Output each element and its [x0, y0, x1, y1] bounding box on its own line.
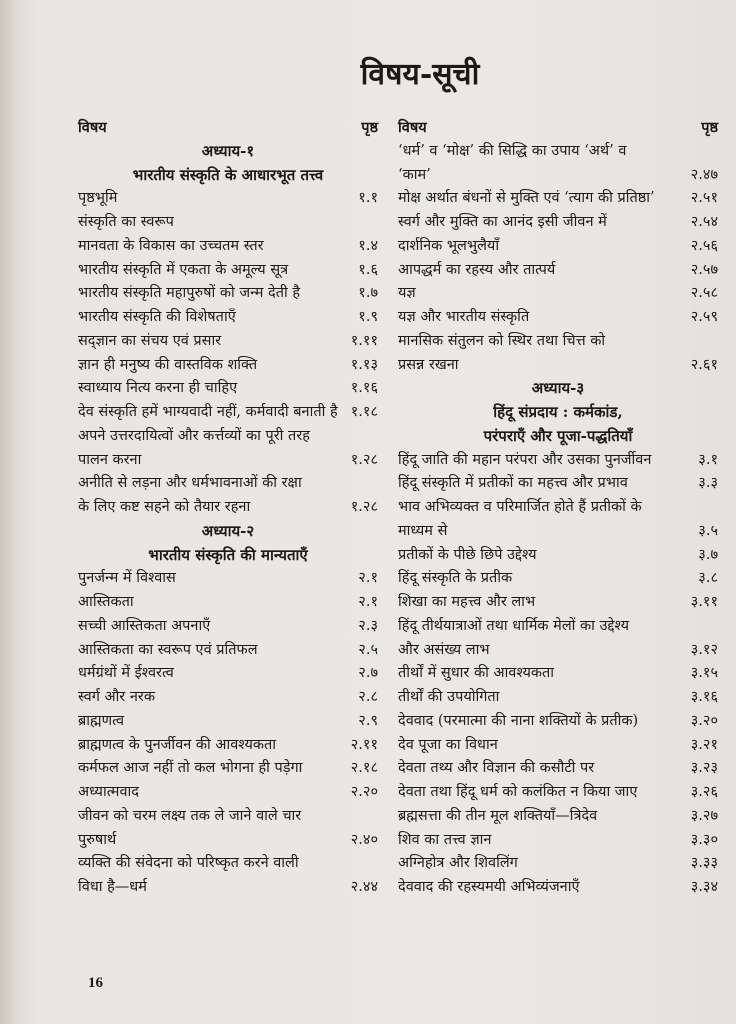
toc-entry-line [398, 615, 718, 639]
entry-text: तीर्थों की उपयोगिता [398, 689, 500, 705]
toc-entry [78, 734, 378, 758]
toc-entry [398, 211, 718, 235]
entry-page: २.४४ [350, 879, 378, 895]
toc-column-right [398, 116, 718, 900]
entry-text: हिंदू संस्कृति के प्रतीक [398, 570, 513, 587]
toc-entry-line [398, 686, 718, 710]
entry-text: स्वर्ग और नरक [78, 689, 155, 705]
toc-entry-line [398, 354, 718, 378]
toc-entry [398, 140, 718, 188]
toc-entry-line [398, 781, 718, 805]
toc-entry [78, 662, 378, 686]
entry-page: ३.३ [698, 475, 718, 492]
toc-entry-line [78, 852, 378, 876]
toc-entry [78, 757, 378, 781]
column-header [78, 116, 378, 140]
toc-entry [78, 686, 378, 710]
entry-text: आस्तिकता [78, 594, 134, 610]
toc-entry-line [398, 211, 718, 235]
toc-entry [398, 852, 718, 876]
toc-entry-line [398, 710, 718, 734]
entry-text: यज्ञ [398, 285, 416, 302]
toc-entry [398, 330, 718, 378]
toc-entry-line [78, 259, 378, 283]
entry-text: मानसिक संतुलन को स्थिर तथा चित्त को [398, 332, 606, 349]
toc-entry-line [78, 757, 378, 781]
entry-text: विधा है—धर्म [78, 879, 147, 895]
toc-entry-line [398, 449, 718, 473]
toc-entry-line [78, 876, 378, 900]
entry-text: यज्ञ और भारतीय संस्कृति [398, 309, 530, 325]
entry-text: आपद्धर्म का रहस्य और तात्पर्य [398, 261, 556, 278]
toc-entry-line [78, 591, 378, 615]
toc-column-left [78, 116, 378, 900]
entry-page: २.६१ [690, 356, 718, 373]
entry-page: २.८ [358, 689, 378, 705]
entry-text: हिंदू जाति की महान परंपरा और उसका पुनर्जीवन [398, 451, 652, 468]
entry-page: २.१ [358, 594, 378, 610]
entry-page: ३.१६ [690, 689, 718, 705]
entry-text: अग्निहोत्र और शिवलिंग [398, 855, 518, 872]
entry-page: २.५६ [690, 237, 718, 254]
toc-entry-line [398, 520, 718, 544]
entry-page: २.४७ [690, 166, 718, 183]
toc-entry [78, 330, 378, 354]
toc-entry [398, 306, 718, 330]
toc-entry-line [78, 235, 378, 259]
entry-text: और असंख्य लाभ [398, 641, 490, 658]
toc-entry-line [398, 734, 718, 758]
toc-entry [78, 377, 378, 401]
toc-entry [78, 639, 378, 663]
toc-entry-line [78, 425, 378, 449]
toc-entry-line [398, 591, 718, 615]
toc-entry-line [398, 164, 718, 188]
toc-entry-line [398, 829, 718, 853]
entry-text: प्रतीकों के पीछे छिपे उद्देश्य [398, 546, 537, 563]
toc-entry [398, 781, 718, 805]
entry-page: २.१ [358, 570, 378, 587]
toc-entry [78, 472, 378, 520]
entry-page: ३.३३ [690, 855, 718, 872]
entry-text: देवता तथ्य और विज्ञान की कसौटी पर [398, 760, 595, 777]
entry-page: ३.२७ [690, 807, 718, 824]
entry-text: सच्ची आस्तिकता अपनाएँ [78, 617, 211, 634]
entry-page: १.१ [358, 190, 378, 207]
toc-entry [398, 876, 718, 900]
toc-entry-line [398, 496, 718, 520]
entry-page: ३.७ [698, 546, 718, 563]
entry-page: २.४० [350, 831, 378, 848]
chapter-heading: अध्याय-१ [201, 141, 255, 160]
entry-page: १.१३ [350, 356, 378, 373]
entry-text: शिखा का महत्त्व और लाभ [398, 594, 536, 610]
chapter-heading: अध्याय-२ [201, 521, 255, 540]
entry-page: ३.३० [690, 831, 718, 848]
entry-text: ब्राह्मणत्व [78, 712, 125, 729]
entry-text: अपने उत्तरदायित्वों और कर्त्तव्यों का पूरी तरह [78, 427, 310, 444]
toc-entry-line [78, 734, 378, 758]
entry-text: मानवता के विकास का उच्चतम स्तर [78, 237, 264, 254]
entry-text: ब्रह्मसत्ता की तीन मूल शक्तियाँ—त्रिदेव [398, 807, 598, 824]
toc-entry [398, 615, 718, 663]
toc-entry-line [398, 876, 718, 900]
toc-entry-line [78, 472, 378, 496]
entry-page: २.२० [350, 784, 378, 800]
toc-entry [78, 805, 378, 853]
toc-entry [78, 235, 378, 259]
toc-entry [398, 282, 718, 306]
chapter-heading: अध्याय-३ [531, 379, 585, 398]
toc-entry [78, 852, 378, 900]
entry-text: प्रसन्न रखना [398, 356, 459, 373]
toc-entry-line [78, 686, 378, 710]
entry-page: १.११ [350, 332, 378, 349]
toc-entry [78, 354, 378, 378]
entry-text: देववाद की रहस्यमयी अभिव्यंजनाएँ [398, 879, 580, 895]
entry-page: २.१८ [350, 760, 378, 777]
entry-text: भाव अभिव्यक्त व परिमार्जित होते हैं प्रतीकों के [398, 499, 642, 515]
entry-page: ३.८ [698, 570, 718, 587]
toc-entry-line [398, 805, 718, 829]
entry-page: १.६ [358, 261, 378, 278]
entry-text: कर्मफल आज नहीं तो कल भोगना ही पड़ेगा [78, 760, 303, 777]
toc-entry-line [398, 472, 718, 496]
toc-entry-line [398, 235, 718, 259]
toc-entry-line [78, 615, 378, 639]
toc-entry [78, 591, 378, 615]
toc-entry-line [78, 330, 378, 354]
toc-entry [398, 829, 718, 853]
toc-entry [398, 805, 718, 829]
toc-entry [398, 567, 718, 591]
toc-entry [78, 710, 378, 734]
entry-text: संस्कृति का स्वरूप [78, 214, 174, 230]
entry-page: २.९ [358, 712, 378, 729]
toc-entry-line [78, 567, 378, 591]
toc-entry-line [78, 710, 378, 734]
entry-text: दार्शनिक भूलभुलैयाँ [398, 237, 500, 254]
entry-text: देववाद (परमात्मा की नाना शक्तियों के प्रतीक) [398, 712, 639, 729]
toc-entry [78, 187, 378, 211]
entry-text: अनीति से लड़ना और धर्मभावनाओं की रक्षा [78, 475, 302, 492]
toc-entry-line [78, 805, 378, 829]
entry-page: ३.३४ [690, 879, 718, 895]
entry-text: अध्यात्मवाद [78, 784, 139, 800]
toc-entry-line [78, 187, 378, 211]
entry-text: देव संस्कृति हमें भाग्यवादी नहीं, कर्मवादी बनाती है [78, 404, 338, 420]
page-title: विषय-सूची [360, 57, 480, 92]
entry-page: १.४ [358, 237, 378, 254]
entry-text: पुरुषार्थ [78, 831, 117, 848]
toc-entry [398, 544, 718, 568]
toc-entry-line [398, 140, 718, 164]
entry-text: जीवन को चरम लक्ष्य तक ले जाने वाले चार [78, 807, 302, 824]
entry-page: ३.१५ [690, 665, 718, 682]
chapter-heading: हिंदू संप्रदाय : कर्मकांड, [493, 403, 623, 421]
toc-entry [398, 734, 718, 758]
entry-text: हिंदू तीर्थयात्राओं तथा धार्मिक मेलों का उद्देश्य [398, 617, 630, 634]
entry-text: सद्ज्ञान का संचय एवं प्रसार [78, 332, 222, 349]
toc-entry [78, 425, 378, 473]
entry-text: ब्राह्मणत्व के पुनर्जीवन की आवश्यकता [78, 736, 277, 753]
entry-page: ३.११ [690, 594, 718, 610]
toc-entry-line [398, 567, 718, 591]
toc-entry-line [398, 639, 718, 663]
toc-entry-line [78, 354, 378, 378]
entry-text: मोक्ष अर्थात बंधनों से मुक्ति एवं ‘त्याग की प्रतिष्ठा’ [398, 190, 655, 207]
toc-entry-line [398, 306, 718, 330]
entry-page: ३.२३ [690, 760, 718, 777]
toc-entry [78, 259, 378, 283]
entry-page: ३.५ [698, 522, 718, 539]
page-number: 16 [88, 975, 103, 991]
toc-entry-line [398, 187, 718, 211]
toc-entry-line [78, 211, 378, 235]
entry-page: ३.२१ [690, 736, 718, 753]
toc-entry-line [78, 829, 378, 853]
toc-entry [78, 282, 378, 306]
entry-page: १.१६ [350, 380, 378, 397]
toc-entry [78, 615, 378, 639]
toc-entry [78, 401, 378, 425]
entry-text: आस्तिकता का स्वरूप एवं प्रतिफल [78, 641, 258, 658]
entry-text: पुनर्जन्म में विश्वास [78, 570, 176, 587]
entry-text: पालन करना [78, 451, 142, 468]
toc-entry-line [78, 639, 378, 663]
entry-text: पृष्ठभूमि [78, 190, 118, 207]
entry-page: २.५ [358, 641, 378, 658]
entry-text: भारतीय संस्कृति में एकता के अमूल्य सूत्र [78, 261, 289, 278]
toc-entry-line [78, 377, 378, 401]
toc-entry [398, 591, 718, 615]
toc-entry-line [78, 282, 378, 306]
entry-page: १.९ [358, 309, 378, 325]
entry-page: २.५९ [690, 309, 718, 325]
entry-page: २.३ [358, 617, 378, 634]
header-subject: विषय [398, 119, 427, 136]
entry-page: २.५८ [690, 285, 718, 302]
toc-entry [78, 211, 378, 235]
toc-entry-line [398, 757, 718, 781]
entry-page: १.२८ [350, 451, 378, 468]
entry-text: शिव का तत्त्व ज्ञान [398, 831, 492, 848]
toc-entry [398, 496, 718, 544]
toc-entry-line [398, 330, 718, 354]
header-subject: विषय [78, 119, 107, 136]
entry-text: भारतीय संस्कृति महापुरुषों को जन्म देती है [78, 285, 301, 302]
toc-entry-line [78, 306, 378, 330]
chapter-heading: भारतीय संस्कृति के आधारभूत तत्त्व [132, 165, 324, 184]
toc-entry [398, 662, 718, 686]
entry-text: स्वाध्याय नित्य करना ही चाहिए [78, 380, 238, 397]
toc-entry-line [78, 781, 378, 805]
entry-page: ३.२० [690, 712, 718, 729]
toc-entry [78, 306, 378, 330]
chapter-heading: भारतीय संस्कृति की मान्यताएँ [148, 545, 308, 564]
entry-text: ‘काम’ [398, 166, 431, 183]
entry-page: २.५७ [690, 261, 718, 278]
toc-entry-line [398, 852, 718, 876]
entry-text: धर्मग्रंथों में ईश्वरत्व [78, 665, 174, 682]
toc-entry [398, 472, 718, 496]
toc-entry [398, 187, 718, 211]
toc-entry-line [78, 662, 378, 686]
toc-entry-line [78, 496, 378, 520]
entry-text: ज्ञान ही मनुष्य की वास्तविक शक्ति [78, 356, 258, 373]
toc-entry-line [398, 544, 718, 568]
entry-text: देव पूजा का विधान [398, 736, 498, 753]
entry-text: माध्यम से [398, 522, 448, 539]
entry-text: स्वर्ग और मुक्ति का आनंद इसी जीवन में [398, 214, 607, 230]
toc-entry [398, 259, 718, 283]
entry-page: ३.१ [698, 451, 718, 468]
toc-entry [398, 235, 718, 259]
entry-text: ‘धर्म’ व ‘मोक्ष’ की सिद्धि का उपाय ‘अर्थ’ व [398, 142, 627, 159]
toc-entry [78, 781, 378, 805]
entry-page: १.२८ [350, 499, 378, 515]
entry-page: ३.१२ [690, 641, 718, 658]
chapter-heading: परंपराएँ और पूजा-पद्धतियाँ [483, 426, 633, 445]
toc-entry-line [398, 282, 718, 306]
header-page: पृष्ठ [701, 119, 718, 136]
entry-text: हिंदू संस्कृति में प्रतीकों का महत्त्व और प्रभाव [398, 475, 628, 492]
entry-page: २.५१ [690, 190, 718, 207]
entry-page: १.७ [358, 285, 378, 302]
entry-page: ३.२६ [690, 784, 718, 800]
toc-entry-line [78, 449, 378, 473]
toc-entry-line [398, 662, 718, 686]
entry-page: २.७ [358, 665, 378, 682]
toc-entry [398, 449, 718, 473]
toc-entry [398, 686, 718, 710]
entry-text: भारतीय संस्कृति की विशेषताएँ [78, 309, 236, 325]
entry-page: २.११ [350, 736, 378, 753]
toc-entry [78, 567, 378, 591]
toc-entry [398, 710, 718, 734]
entry-text: तीर्थों में सुधार की आवश्यकता [398, 665, 555, 682]
header-page: पृष्ठ [361, 119, 378, 136]
entry-page: २.५४ [690, 214, 718, 230]
toc-entry-line [398, 259, 718, 283]
toc-entry-line [78, 401, 378, 425]
entry-text: के लिए कष्ट सहने को तैयार रहना [78, 499, 251, 515]
entry-page: १.१८ [350, 404, 378, 420]
entry-text: व्यक्ति की संवेदना को परिष्कृत करने वाली [78, 855, 299, 872]
entry-text: देवता तथा हिंदू धर्म को कलंकित न किया जाए [398, 784, 638, 800]
column-header [398, 116, 718, 140]
toc-entry [398, 757, 718, 781]
